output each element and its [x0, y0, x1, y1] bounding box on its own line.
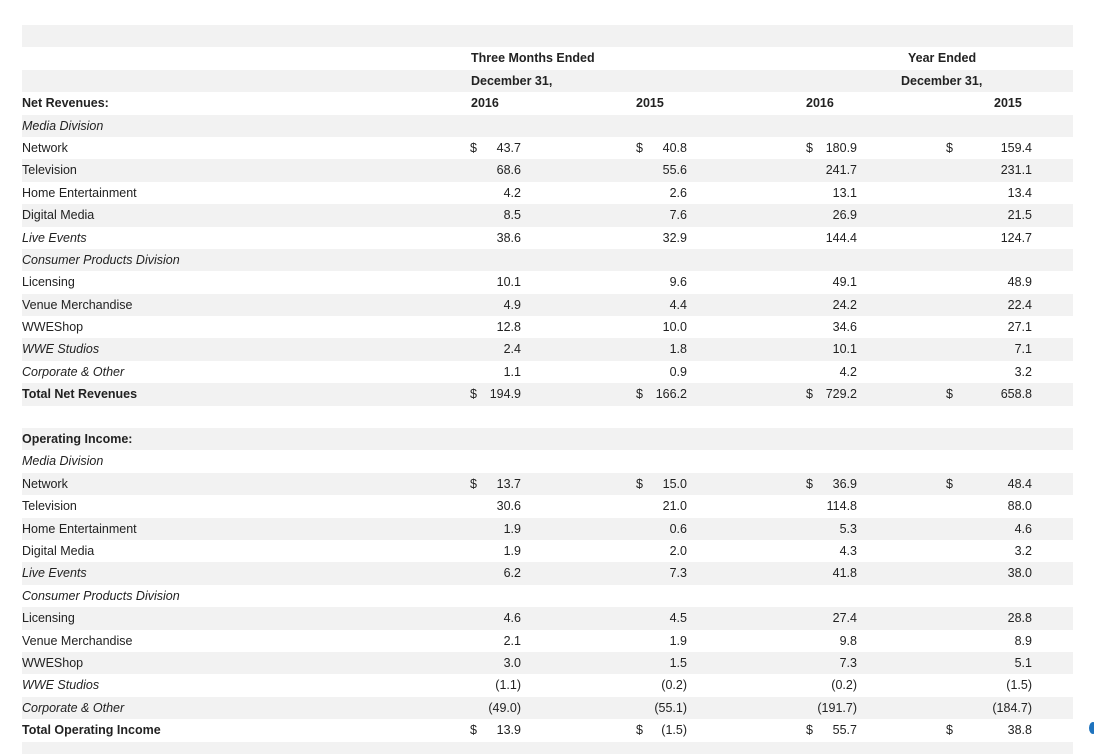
table-row — [22, 585, 1073, 607]
col-2016-q: 2016 — [471, 96, 499, 111]
value-cell: 180.9 — [825, 140, 857, 155]
value-cell: 43.7 — [496, 140, 521, 155]
row-label: Network — [22, 476, 68, 491]
value-cell: 68.6 — [496, 163, 521, 178]
value-cell: (55.1) — [654, 700, 687, 715]
value-cell: 21.0 — [662, 499, 687, 514]
value-cell: 729.2 — [825, 387, 857, 402]
value-cell: 26.9 — [832, 208, 857, 223]
table-row — [22, 137, 1073, 159]
value-cell: 8.9 — [1014, 633, 1032, 648]
value-cell: 166.2 — [655, 387, 687, 402]
row-label: WWE Studios — [22, 342, 100, 357]
value-cell: 4.6 — [1014, 521, 1032, 536]
operating-section — [22, 450, 1073, 741]
value-cell: 144.4 — [825, 230, 857, 245]
three-months-date: December 31, — [471, 73, 553, 88]
row-label: Consumer Products Division — [22, 588, 180, 603]
row-label: Licensing — [22, 611, 75, 626]
value-cell: 21.5 — [1007, 208, 1032, 223]
value-cell: 8.5 — [503, 208, 521, 223]
value-cell: 2.4 — [503, 342, 521, 357]
value-cell: 13.4 — [1007, 185, 1032, 200]
currency-symbol: $ — [636, 387, 643, 402]
currency-symbol: $ — [806, 723, 813, 738]
section-spacer-row — [22, 406, 1073, 428]
row-label: Corporate & Other — [22, 700, 125, 715]
row-label: Licensing — [22, 275, 75, 290]
row-label: Live Events — [22, 230, 87, 245]
value-cell: 6.2 — [503, 566, 521, 581]
value-cell: 10.1 — [496, 275, 521, 290]
value-cell: 55.6 — [662, 163, 687, 178]
value-cell: 7.3 — [839, 655, 857, 670]
value-cell: 114.8 — [826, 499, 857, 514]
value-cell: 28.8 — [1007, 611, 1032, 626]
value-cell: 32.9 — [662, 230, 687, 245]
value-cell: 3.2 — [1014, 364, 1032, 379]
currency-symbol: $ — [636, 140, 643, 155]
value-cell: 2.1 — [503, 633, 521, 648]
currency-symbol: $ — [806, 476, 813, 491]
value-cell: 30.6 — [496, 499, 521, 514]
value-cell: 4.6 — [503, 611, 521, 626]
value-cell: (1.5) — [661, 723, 687, 738]
table-row — [22, 271, 1073, 293]
col-2015-y: 2015 — [994, 96, 1022, 111]
value-cell: 159.4 — [1000, 140, 1032, 155]
value-cell: 24.2 — [832, 297, 857, 312]
value-cell: 7.6 — [669, 208, 687, 223]
financial-table — [22, 25, 1073, 754]
row-label: Corporate & Other — [22, 364, 125, 379]
value-cell: 0.9 — [669, 364, 687, 379]
value-cell: 36.9 — [832, 476, 857, 491]
value-cell: 124.7 — [1000, 230, 1032, 245]
table-row — [22, 227, 1073, 249]
table-row — [22, 115, 1073, 137]
value-cell: 4.3 — [839, 543, 857, 558]
currency-symbol: $ — [806, 140, 813, 155]
footer-spacer-row — [22, 742, 1073, 754]
row-label: Consumer Products Division — [22, 252, 180, 267]
table-row — [22, 495, 1073, 517]
value-cell: 12.8 — [496, 320, 521, 335]
value-cell: 3.0 — [503, 655, 521, 670]
table-row — [22, 473, 1073, 495]
value-cell: 38.8 — [1007, 723, 1032, 738]
value-cell: 1.9 — [503, 543, 521, 558]
value-cell: 1.8 — [669, 342, 687, 357]
value-cell: 38.6 — [496, 230, 521, 245]
value-cell: 22.4 — [1007, 297, 1032, 312]
value-cell: 13.9 — [496, 723, 521, 738]
row-label: Live Events — [22, 566, 87, 581]
row-label: Digital Media — [22, 208, 95, 223]
value-cell: 194.9 — [489, 387, 521, 402]
value-cell: 34.6 — [832, 320, 857, 335]
row-label: Total Net Revenues — [22, 387, 138, 402]
table-row — [22, 361, 1073, 383]
row-label: Home Entertainment — [22, 521, 137, 536]
value-cell: 48.4 — [1007, 476, 1032, 491]
currency-symbol: $ — [470, 140, 477, 155]
value-cell: 658.8 — [1000, 387, 1032, 402]
net-revenues-title: Net Revenues: — [22, 96, 109, 111]
table-row — [22, 540, 1073, 562]
value-cell: 4.2 — [839, 364, 857, 379]
table-row — [22, 159, 1073, 181]
value-cell: 241.7 — [825, 163, 857, 178]
col-2016-y: 2016 — [806, 96, 834, 111]
table-row — [22, 383, 1073, 405]
currency-symbol: $ — [636, 723, 643, 738]
value-cell: (0.2) — [661, 678, 687, 693]
value-cell: 5.1 — [1014, 655, 1032, 670]
value-cell: (0.2) — [831, 678, 857, 693]
value-cell: 41.8 — [832, 566, 857, 581]
currency-symbol: $ — [946, 476, 953, 491]
value-cell: 7.3 — [669, 566, 687, 581]
table-row — [22, 316, 1073, 338]
value-cell: (184.7) — [992, 700, 1032, 715]
value-cell: 7.1 — [1014, 342, 1032, 357]
value-cell: 55.7 — [832, 723, 857, 738]
row-label: Television — [22, 163, 77, 178]
value-cell: 48.9 — [1007, 275, 1032, 290]
header-row-2 — [22, 70, 1073, 92]
scroll-indicator[interactable] — [1089, 722, 1094, 734]
table-row — [22, 607, 1073, 629]
table-row — [22, 674, 1073, 696]
value-cell: 5.3 — [839, 521, 857, 536]
row-label: Venue Merchandise — [22, 297, 133, 312]
value-cell: 27.1 — [1007, 320, 1032, 335]
value-cell: 10.0 — [662, 320, 687, 335]
header-row-1 — [22, 47, 1073, 69]
value-cell: 1.9 — [503, 521, 521, 536]
table-row — [22, 562, 1073, 584]
row-label: WWE Studios — [22, 678, 100, 693]
value-cell: 88.0 — [1007, 499, 1032, 514]
row-label: Total Operating Income — [22, 723, 161, 738]
value-cell: 1.5 — [669, 655, 687, 670]
value-cell: 4.5 — [669, 611, 687, 626]
operating-title-row — [22, 428, 1073, 450]
currency-symbol: $ — [946, 387, 953, 402]
value-cell: 10.1 — [832, 342, 857, 357]
row-label: Digital Media — [22, 543, 95, 558]
row-label: Venue Merchandise — [22, 633, 133, 648]
col-2015-q: 2015 — [636, 96, 664, 111]
value-cell: 1.1 — [503, 364, 521, 379]
value-cell: (191.7) — [817, 700, 857, 715]
value-cell: (49.0) — [488, 700, 521, 715]
year-header: Year Ended — [908, 51, 977, 66]
row-label: Network — [22, 140, 68, 155]
value-cell: 13.7 — [496, 476, 521, 491]
row-label: WWEShop — [22, 320, 84, 335]
currency-symbol: $ — [636, 476, 643, 491]
table-row — [22, 697, 1073, 719]
row-label: Media Division — [22, 454, 104, 469]
table-row — [22, 719, 1073, 741]
value-cell: 231.1 — [1000, 163, 1032, 178]
year-date: December 31, — [901, 73, 983, 88]
value-cell: 40.8 — [662, 140, 687, 155]
currency-symbol: $ — [806, 387, 813, 402]
currency-symbol: $ — [470, 387, 477, 402]
value-cell: 4.2 — [503, 185, 521, 200]
header-spacer-row — [22, 25, 1073, 47]
table-row — [22, 450, 1073, 472]
currency-symbol: $ — [470, 476, 477, 491]
operating-income-title: Operating Income: — [22, 432, 133, 447]
value-cell: 0.6 — [669, 521, 687, 536]
value-cell: 9.6 — [669, 275, 687, 290]
table-row — [22, 338, 1073, 360]
table-row — [22, 518, 1073, 540]
row-label: Home Entertainment — [22, 185, 137, 200]
value-cell: 13.1 — [832, 185, 857, 200]
table-row — [22, 652, 1073, 674]
value-cell: 2.6 — [669, 185, 687, 200]
table-row — [22, 249, 1073, 271]
value-cell: (1.1) — [495, 678, 521, 693]
table-row — [22, 204, 1073, 226]
currency-symbol: $ — [946, 140, 953, 155]
value-cell: 4.4 — [669, 297, 687, 312]
row-label: Television — [22, 499, 77, 514]
table-row — [22, 294, 1073, 316]
value-cell: 2.0 — [669, 543, 687, 558]
table-row — [22, 182, 1073, 204]
value-cell: 4.9 — [503, 297, 521, 312]
value-cell: 1.9 — [669, 633, 687, 648]
value-cell: (1.5) — [1006, 678, 1032, 693]
header-row-3 — [22, 92, 1073, 114]
value-cell: 3.2 — [1014, 543, 1032, 558]
value-cell: 9.8 — [839, 633, 857, 648]
value-cell: 15.0 — [662, 476, 687, 491]
currency-symbol: $ — [946, 723, 953, 738]
value-cell: 27.4 — [832, 611, 857, 626]
row-label: Media Division — [22, 118, 104, 133]
revenues-section — [22, 115, 1073, 406]
three-months-header: Three Months Ended — [471, 51, 595, 66]
row-label: WWEShop — [22, 655, 84, 670]
value-cell: 38.0 — [1007, 566, 1032, 581]
currency-symbol: $ — [470, 723, 477, 738]
value-cell: 49.1 — [832, 275, 857, 290]
table-row — [22, 630, 1073, 652]
